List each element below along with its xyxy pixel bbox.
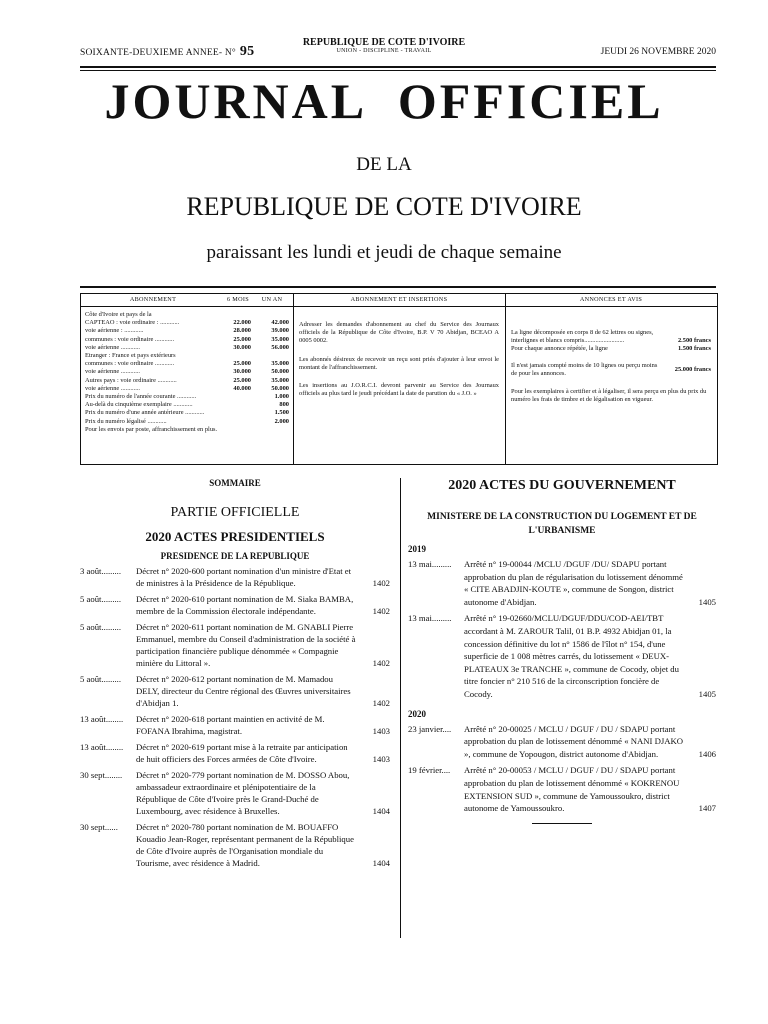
gouvernement-column: [408, 478, 716, 824]
rate-one-year: [251, 426, 289, 434]
annonce-minimum-text: Il n'est jamais compté moins de 10 lignes ou perçu moins de pour les annonces.: [511, 361, 658, 377]
gouvernement-entry: [408, 558, 716, 608]
gouvernement-entry: [408, 723, 716, 761]
six-months-header: 6 MOIS: [227, 296, 249, 303]
entry-page: 1403: [372, 726, 390, 736]
rate-label: CAPTEAO : voie ordinaire : ............: [85, 319, 180, 327]
rate-label: voie aérienne ............: [85, 384, 141, 392]
year-2019-label: 2019: [408, 544, 426, 554]
entry-date: 19 février....: [408, 765, 451, 776]
rate-label: Autres pays : voie ordinaire ............: [85, 376, 177, 384]
sommaire-entry: [80, 673, 390, 709]
rate-six-months: 30.000: [233, 368, 251, 376]
rate-row: [81, 368, 293, 376]
annonce-rate-repeat: [505, 345, 717, 353]
presidence-heading: PRESIDENCE DE LA REPUBLIQUE: [160, 551, 310, 561]
national-motto: UNION - DISCIPLINE - TRAVAIL: [336, 48, 432, 54]
end-rule: [532, 823, 592, 824]
gouvernement-entry: [408, 612, 716, 700]
entry-date: 13 août........: [80, 714, 124, 724]
rates-list: [81, 319, 293, 434]
abonnement-title: ABONNEMENT: [129, 296, 177, 303]
rate-row: [81, 344, 293, 352]
entry-text: Décret n° 2020-610 portant nomination de M. Siaka BAMBA, membre de la Commission électorale indépendante.: [136, 594, 354, 616]
rate-label: Au-delà du cinquième exemplaire ............: [85, 401, 193, 409]
rate-six-months: 30.000: [233, 343, 251, 351]
insertions-column: [293, 294, 506, 464]
entries-2020: [408, 723, 716, 815]
rate-one-year: 42.000: [271, 319, 289, 327]
entry-text: Décret n° 2020-619 portant mise à la retraite par anticipation de huit officiers des Forces armées de Côte d'Ivoire.: [136, 742, 348, 764]
entry-text: Arrêté n° 20-00053 / MCLU / DGUF / DU / SDAPU portant approbation du plan de lotissement dénommé « KOKRENOU EXTENSION SUD », commune de Yamoussoukro, district autonome de Yamoussoukro.: [464, 765, 680, 814]
rate-row: [81, 385, 293, 393]
sommaire-entry: [80, 713, 390, 737]
sommaire-heading: SOMMAIRE: [209, 478, 261, 488]
entry-text: Décret n° 2020-780 portant nomination de M. BOUAFFO Kouadio Jean-Roger, représentant permanent de la République de Côte d'Ivoire auprès de l'Organisation mondiale du Tourisme, avec résidence à Madrid.: [136, 822, 354, 868]
entry-text: Décret n° 2020-618 portant maintien en activité de M. FOFANA Ibrahima, magistrat.: [136, 714, 325, 736]
insertions-paragraph-1: Adresser les demandes d'abonnement au chef du Service des Journaux officiels de la République de Côte d'Ivoire, B.P. V 70 Abidjan, BCEAO A 0005 0002.: [299, 321, 499, 345]
rate-row: [81, 426, 293, 434]
annonces-column: [505, 294, 717, 464]
republic-title: REPUBLIQUE DE COTE D'IVOIRE: [186, 192, 582, 221]
rate-label: communes : voie ordinaire ............: [85, 360, 175, 368]
entry-page: 1403: [372, 754, 390, 764]
entry-date: 13 août........: [80, 742, 124, 752]
rate-six-months: [221, 352, 251, 360]
rate-one-year: 56.000: [271, 343, 289, 351]
rate-one-year: 1.500: [274, 409, 289, 417]
entry-date: 5 août.........: [80, 674, 122, 684]
partie-officielle-heading: PARTIE OFFICIELLE: [170, 505, 300, 520]
insertions-paragraph-3: Les insertions au J.O.R.C.I. devront parvenir au Service des Journaux officiels au plus tard le jeudi précédant la date de parution du « J.O. »: [299, 382, 499, 398]
rate-label: Prix du numéro légalisé ............: [85, 417, 167, 425]
entry-date: 5 août.........: [80, 594, 122, 604]
rate-row: [81, 377, 293, 385]
entry-date: 5 août.........: [80, 622, 122, 632]
year-2020-label: 2020: [408, 708, 426, 719]
sommaire-entry: [80, 821, 390, 869]
entry-page: 1402: [372, 578, 390, 588]
sommaire-entries: [80, 565, 390, 869]
annonce-rate-line: [505, 329, 717, 345]
header-rule: [80, 66, 716, 68]
issue-number: 95: [239, 44, 255, 59]
rate-one-year: 800: [279, 401, 289, 409]
rate-row: [81, 336, 293, 344]
subscription-box: [80, 293, 718, 465]
entry-date: 23 janvier....: [408, 723, 452, 734]
masthead-rule: [80, 286, 716, 288]
sommaire-entry: [80, 621, 390, 669]
entry-page: 1407: [698, 803, 716, 814]
annonce-rate-repeat-price: 1.500 francs: [677, 345, 711, 353]
rate-one-year: 35.000: [271, 360, 289, 368]
entry-text: Décret n° 2020-612 portant nomination de M. Mamadou DELY, directeur du Centre régional des Œuvres universitaires d'Abidjan 1.: [136, 674, 351, 708]
issue-date: JEUDI 26 NOVEMBRE 2020: [600, 47, 716, 57]
sommaire-column: [80, 478, 390, 869]
rate-six-months: 22.000: [233, 319, 251, 327]
abonnement-header: [81, 294, 293, 307]
rate-row: [81, 327, 293, 335]
rate-label: communes : voie ordinaire ............: [85, 335, 175, 343]
rate-one-year: 50.000: [271, 368, 289, 376]
rate-row: [81, 319, 293, 327]
entry-date: 30 sept........: [80, 770, 123, 780]
entry-page: 1402: [372, 658, 390, 668]
entry-date: 13 mai.........: [408, 559, 452, 569]
rate-one-year: 39.000: [271, 327, 289, 335]
sommaire-entry: [80, 593, 390, 617]
sommaire-entry: [80, 741, 390, 765]
ministry-heading: MINISTERE DE LA CONSTRUCTION DU LOGEMENT ET DE L'URBANISME: [427, 512, 697, 536]
annonce-legalisation-note: Pour les exemplaires à certifier et à légaliser, il sera perçu en plus du prix du numéro les frais de timbre et de légalisation en vigueur.: [511, 388, 707, 404]
rate-one-year: 35.000: [271, 335, 289, 343]
rate-six-months: [221, 393, 251, 401]
rate-row: [81, 393, 293, 401]
annonces-header: ANNONCES ET AVIS: [505, 294, 717, 307]
rate-six-months: [221, 401, 251, 409]
entry-date: 3 août.........: [80, 566, 122, 576]
header-rule-thin: [80, 70, 716, 71]
rate-label: voie aérienne : ............: [85, 327, 144, 335]
edition-label: SOIXANTE-DEUXIEME ANNEE- N°: [80, 48, 236, 58]
entry-page: 1406: [698, 748, 716, 759]
rate-row: [81, 360, 293, 368]
column-divider: [400, 478, 401, 938]
annonce-rate-line-price: 2.500 francs: [677, 337, 711, 345]
entry-page: 1402: [372, 606, 390, 616]
entry-text: Décret n° 2020-611 portant nomination de M. GNABLI Pierre Emmanuel, membre du Conseil d'administration de la société à participation financière publique dénommée « Compagnie minière du Littoral ».: [136, 622, 356, 668]
entry-text: Arrêté n° 20-00025 / MCLU / DGUF / DU / SDAPU portant approbation du plan de lotissement dénommé « NANI DJAKO », commune de Yopougon, district autonome d'Abidjan.: [464, 723, 684, 759]
entries-2019: [408, 558, 716, 701]
insertions-header: ABONNEMENT ET INSERTIONS: [293, 294, 505, 307]
entry-page: 1402: [372, 698, 390, 708]
rate-row: [81, 418, 293, 426]
rate-label: voie aérienne ............: [85, 343, 141, 351]
rate-six-months: 25.000: [233, 360, 251, 368]
rate-label: Etranger : France et pays extérieurs: [85, 352, 176, 360]
entry-page: 1405: [698, 596, 716, 607]
rate-one-year: 50.000: [271, 384, 289, 392]
rate-six-months: 25.000: [233, 376, 251, 384]
actes-presidentiels-heading: 2020 ACTES PRESIDENTIELS: [145, 529, 325, 544]
journal-title: JOURNAL OFFICIEL: [104, 73, 664, 129]
actes-gouvernement-heading: 2020 ACTES DU GOUVERNEMENT: [448, 478, 676, 493]
rate-one-year: 35.000: [271, 376, 289, 384]
rate-row: [81, 401, 293, 409]
rate-row: [81, 409, 293, 417]
rate-label: Pour les envois par poste, affranchissement en plus.: [85, 425, 218, 433]
rate-six-months: 28.000: [233, 327, 251, 335]
rate-row: [81, 352, 293, 360]
entry-text: Décret n° 2020-779 portant nomination de M. DOSSO Abou, ambassadeur extraordinaire et plénipotentiaire de la République de Côte d'Ivoire près le Grand-Duché de Luxembourg, avec résidence à Bruxelles.: [136, 770, 350, 816]
rate-six-months: [221, 418, 251, 426]
rate-one-year: 1.000: [274, 393, 289, 401]
entry-date: 30 sept......: [80, 822, 118, 832]
abonnement-column: [81, 294, 294, 464]
republic-name: REPUBLIQUE DE COTE D'IVOIRE: [302, 37, 466, 48]
entry-text: Arrêté n° 19-02660/MCLU/DGUF/DDU/COD-AEI/TBT accordant à M. ZAROUR Talil, 01 B.P. 4932 Abidjan 01, la concession définitive du lot n° 1586 de l'îlot n° 154, d'une superficie de 1 008 mètres carrés, du lotissement « DEUX-PLATEAUX 3e TRANCHE », commune de Cocody, objet du titre foncier n° 210 516 de la circonscription foncière de Cocody.: [464, 613, 679, 699]
de-la-label: DE LA: [356, 154, 412, 175]
abonnement-intro: Côte d'Ivoire et pays de la: [85, 311, 152, 318]
rate-label: voie aérienne ............: [85, 368, 141, 376]
sommaire-entry: [80, 565, 390, 589]
annonce-rate-line-text: La ligne décomposée en corps 8 de 62 lettres ou signes, interlignes et blancs compris.........................: [511, 329, 654, 345]
entry-text: Décret n° 2020-600 portant nomination d'un ministre d'Etat et de ministres à la Présidence de la République.: [136, 566, 352, 588]
entry-page: 1404: [372, 806, 390, 816]
rate-six-months: 25.000: [233, 335, 251, 343]
insertions-paragraph-2: Les abonnés désireux de recevoir un reçu sont priés d'ajouter à leur envoi le montant de l'affranchissement.: [299, 355, 499, 371]
annonce-minimum: [505, 362, 717, 378]
rate-one-year: 2.000: [274, 417, 289, 425]
sommaire-entry: [80, 769, 390, 817]
gouvernement-entry: [408, 764, 716, 814]
entry-page: 1404: [372, 858, 390, 868]
rate-label: Prix du numéro de l'année courante ............: [85, 393, 197, 401]
rate-label: Prix du numéro d'une année antérieure ............: [85, 409, 205, 417]
entry-page: 1405: [698, 688, 716, 699]
rate-six-months: 40.000: [233, 384, 251, 392]
one-year-header: UN AN: [261, 296, 283, 303]
rate-six-months: [221, 426, 251, 434]
entry-text: Arrêté n° 19-00044 /MCLU /DGUF /DU/ SDAPU portant approbation du plan de régularisation du lotissement dénommé « CITE ABADJIN-KOUTE », commune de Songon, district autonome d'Abidjan.: [464, 559, 683, 607]
rate-six-months: [221, 409, 251, 417]
annonce-minimum-price: 25.000 francs: [674, 365, 711, 373]
annonce-rate-repeat-text: Pour chaque annonce répétée, la ligne: [511, 345, 608, 353]
rate-one-year: [251, 352, 289, 360]
publication-frequency: paraissant les lundi et jeudi de chaque semaine: [206, 242, 562, 263]
entry-date: 13 mai.........: [408, 613, 452, 624]
